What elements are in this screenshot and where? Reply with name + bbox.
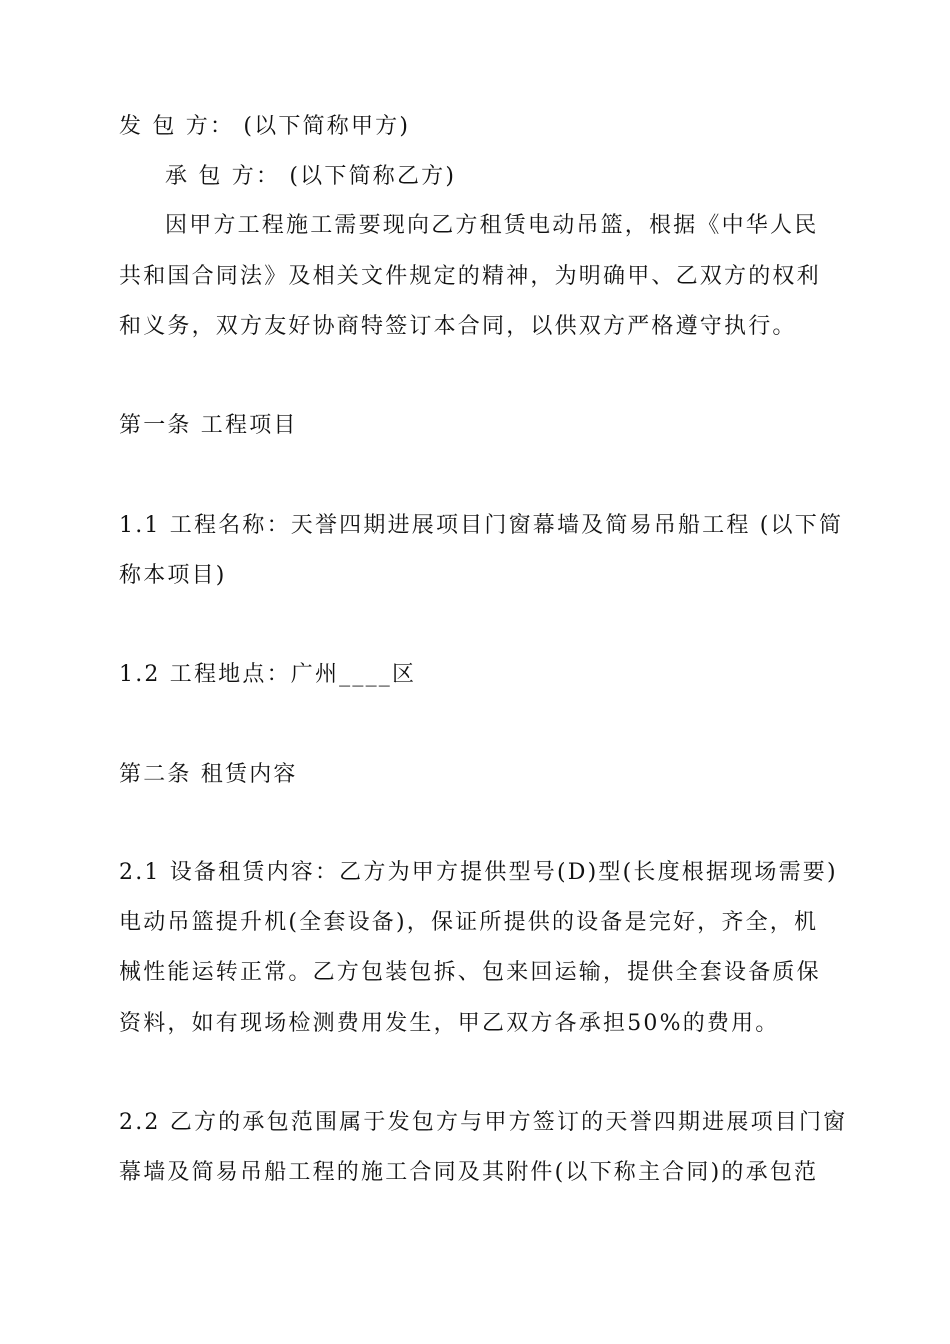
item-2-1-line-3: 械性能运转正常。乙方包装包拆、包来回运输，提供全套设备质保 — [119, 960, 821, 985]
party-b-line: 承 包 方： (以下简称乙方) — [165, 164, 457, 189]
article-2-title: 第二条 租赁内容 — [119, 762, 298, 787]
intro-line-3: 和义务，双方友好协商特签订本合同，以供双方严格遵守执行。 — [119, 314, 797, 339]
item-1-2: 1.2 工程地点：广州____区 — [119, 662, 417, 687]
item-2-1-line-1: 2.1 设备租赁内容：乙方为甲方提供型号(D)型(长度根据现场需要) — [119, 860, 838, 885]
intro-line-2: 共和国合同法》及相关文件规定的精神，为明确甲、乙双方的权利 — [119, 264, 821, 289]
item-2-2-line-2: 幕墙及简易吊船工程的施工合同及其附件(以下称主合同)的承包范 — [119, 1160, 819, 1185]
item-1-1-line-1: 1.1 工程名称：天誉四期进展项目门窗幕墙及简易吊船工程 (以下简 — [119, 513, 844, 538]
party-a-line: 发 包 方： (以下简称甲方) — [119, 114, 411, 139]
item-1-1-line-2: 称本项目) — [119, 563, 227, 588]
article-1-title: 第一条 工程项目 — [119, 413, 298, 438]
item-2-2-line-1: 2.2 乙方的承包范围属于发包方与甲方签订的天誉四期进展项目门窗 — [119, 1110, 848, 1135]
item-2-1-line-2: 电动吊篮提升机(全套设备)，保证所提供的设备是完好，齐全，机 — [119, 910, 819, 935]
item-2-1-line-4: 资料，如有现场检测费用发生，甲乙双方各承担50%的费用。 — [119, 1011, 780, 1036]
intro-line-1: 因甲方工程施工需要现向乙方租赁电动吊篮，根据《中华人民 — [165, 213, 819, 238]
